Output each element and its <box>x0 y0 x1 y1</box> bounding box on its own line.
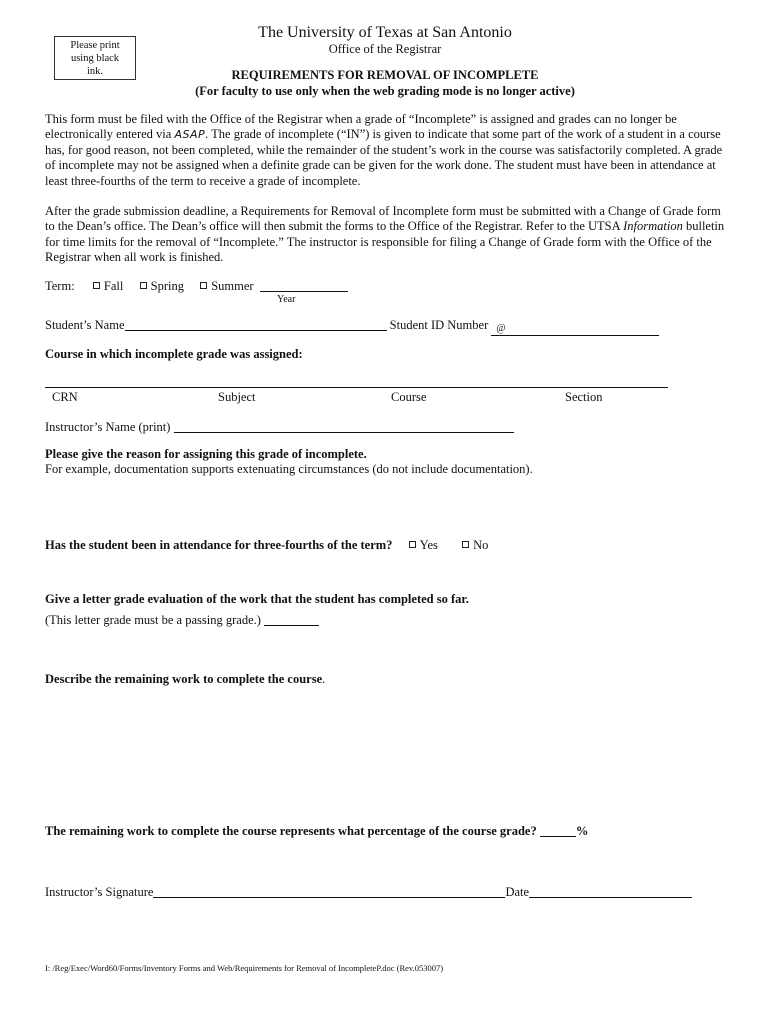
letter-grade-note: (This letter grade must be a passing grade.) <box>45 613 261 627</box>
p1-text-b: . The grade of incomplete (“IN”) is given to indicate that some part of the work of a student in a course has, for good reason, not been completed, while the remainder of the student’s work in the course was satisfactorily completed. A grade of incomplete may not be assigned when a definite grade can be given for the work done. The student must have been in attendance at least three-fourths of the term to receive a grade of incomplete. <box>45 127 723 188</box>
letter-grade-row <box>45 613 319 628</box>
signature-row <box>45 885 692 900</box>
spring-label: Spring <box>150 279 184 293</box>
course-line[interactable] <box>45 387 668 388</box>
note-line-2: using black <box>70 53 120 64</box>
signature-field[interactable] <box>153 897 505 898</box>
summer-label: Summer <box>211 279 254 293</box>
id-prefix: @ <box>496 323 506 334</box>
percentage-question: The remaining work to complete the course represents what percentage of the course grade? <box>45 824 537 838</box>
section-label: Section <box>565 390 603 404</box>
note-line-3: ink. <box>86 66 104 77</box>
signature-label: Instructor’s Signature <box>45 885 154 899</box>
term-label: Term: <box>45 279 75 293</box>
remaining-work-period: . <box>322 672 326 686</box>
term-row <box>45 279 348 294</box>
year-field[interactable] <box>260 291 348 292</box>
university-name: The University of Texas at San Antonio <box>258 24 512 41</box>
letter-grade-heading: Give a letter grade evaluation of the work that the student has completed so far. <box>45 592 469 606</box>
p2-text-b: bulletin for time limits for the removal of “Incomplete.” The instructor is responsible for filing a Change of Grade form with the Office of the Registrar when all work is finished. <box>45 219 725 265</box>
instructor-row <box>45 420 514 435</box>
fall-label: Fall <box>103 279 124 293</box>
yes-label: Yes <box>419 538 438 552</box>
remaining-work-text: Describe the remaining work to complete the course <box>45 672 323 686</box>
yes-checkbox[interactable] <box>409 541 416 548</box>
spring-checkbox[interactable] <box>140 282 147 289</box>
reason-heading: Please give the reason for assigning this grade of incomplete. <box>45 447 367 461</box>
date-label: Date <box>505 885 530 899</box>
p2-text-a: After the grade submission deadline, a Requirements for Removal of Incomplete form must be submitted with a Change of Grade form to the Dean’s office. The Dean’s office will then submit the forms to the Office of the Registrar. Refer to the UTSA <box>45 204 721 234</box>
attendance-row <box>45 538 488 553</box>
student-id-label: Student ID Number <box>389 318 489 332</box>
p1-text-a: This form must be filed with the Office of the Registrar when a grade of “Incomplete” is assigned and grades can no longer be electronically entered via <box>45 112 677 142</box>
letter-grade-field[interactable] <box>264 625 319 626</box>
intro-paragraph-2 <box>45 204 725 266</box>
form-title: REQUIREMENTS FOR REMOVAL OF INCOMPLETE <box>231 68 539 82</box>
asap-word: ASAP <box>174 128 206 142</box>
note-line-1: Please print <box>70 40 120 51</box>
instructor-name-label: Instructor’s Name (print) <box>45 420 171 434</box>
summer-checkbox[interactable] <box>200 282 207 289</box>
percent-sign: % <box>575 824 589 838</box>
no-checkbox[interactable] <box>462 541 469 548</box>
student-row <box>45 318 659 336</box>
student-name-field[interactable] <box>125 330 387 331</box>
information-word: Information <box>623 219 683 234</box>
remaining-work-heading <box>45 672 325 687</box>
course-label: Course <box>391 390 427 404</box>
form-subtitle: (For faculty to use only when the web grading mode is no longer active) <box>195 84 575 98</box>
date-field[interactable] <box>529 897 692 898</box>
intro-paragraph-1 <box>45 112 725 189</box>
office-name: Office of the Registrar <box>328 42 442 56</box>
subject-label: Subject <box>218 390 256 404</box>
instructor-name-field[interactable] <box>174 432 514 433</box>
no-label: No <box>473 538 489 552</box>
footer-path: I: /Reg/Exec/Word60/Forms/Inventory Forms and Web/Requirements for Removal of IncompleteP.doc (Rev.053007) <box>45 963 444 973</box>
attendance-question: Has the student been in attendance for three-fourths of the term? <box>45 538 393 552</box>
percentage-row <box>45 824 588 839</box>
student-name-label: Student’s Name <box>45 318 125 332</box>
year-label: Year <box>277 294 296 305</box>
reason-example: For example, documentation supports extenuating circumstances (do not include documentation). <box>45 462 533 476</box>
fall-checkbox[interactable] <box>93 282 100 289</box>
student-id-field[interactable] <box>491 320 659 336</box>
crn-label: CRN <box>52 390 78 404</box>
percentage-field[interactable] <box>540 836 576 837</box>
course-heading: Course in which incomplete grade was assigned: <box>45 347 303 361</box>
